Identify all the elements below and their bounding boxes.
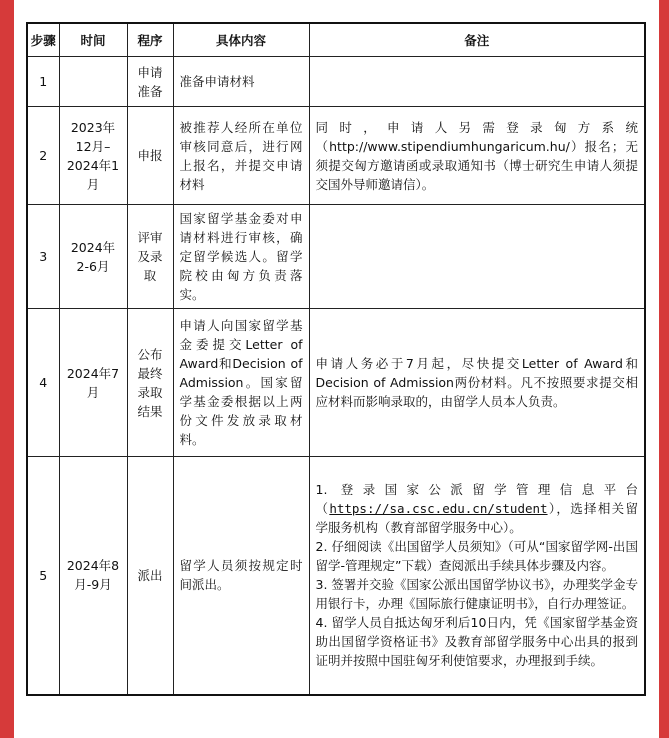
step-cell: 1 bbox=[27, 57, 59, 107]
step-cell: 3 bbox=[27, 205, 59, 309]
remark-cell bbox=[309, 205, 645, 309]
time-cell: 2024年8月-9月 bbox=[59, 457, 127, 695]
procedure-cell: 申报 bbox=[127, 107, 173, 205]
procedure-cell: 公布最终录取结果 bbox=[127, 309, 173, 457]
content-cell: 准备申请材料 bbox=[173, 57, 309, 107]
remark-item: 3. 签署并交验《国家公派出国留学协议书》，办理奖学金专用银行卡，办理《国际旅行健康证明书》，自行办理签证。 bbox=[315, 577, 638, 612]
content-cell: 国家留学基金委对申请材料进行审核，确定留学候选人。留学院校由匈方负责落实。 bbox=[173, 205, 309, 309]
procedure-cell: 申请准备 bbox=[127, 57, 173, 107]
step-cell: 5 bbox=[27, 457, 59, 695]
document-page bbox=[14, 0, 659, 738]
table-row bbox=[27, 107, 645, 205]
procedure-cell: 评审及录取 bbox=[127, 205, 173, 309]
header-remark: 备注 bbox=[309, 23, 645, 57]
remark-item: 1. 登录国家公派留学管理信息平台（https://sa.csc.edu.cn/student），选择相关留学服务机构（教育部留学服务中心）。 bbox=[315, 482, 638, 536]
remark-cell bbox=[309, 457, 645, 695]
remark-cell: 同时，申请人另需登录匈方系统（http://www.stipendiumhungaricum.hu/）报名；无须提交匈方邀请函或录取通知书（博士研究生申请人须提交国外导师邀请信）。 bbox=[309, 107, 645, 205]
step-cell: 4 bbox=[27, 309, 59, 457]
table-row bbox=[27, 57, 645, 107]
content-cell: 申请人向国家留学基金委提交Letter of Award和Decision of Admission。国家留学基金委根据以上两份文件发放录取材料。 bbox=[173, 309, 309, 457]
application-schedule-table bbox=[26, 22, 646, 696]
csc-platform-link[interactable]: https://sa.csc.edu.cn/student bbox=[329, 501, 548, 517]
header-time: 时间 bbox=[59, 23, 127, 57]
time-cell: 2024年2-6月 bbox=[59, 205, 127, 309]
time-cell: 2023年12月–2024年1月 bbox=[59, 107, 127, 205]
table-row bbox=[27, 309, 645, 457]
table-row bbox=[27, 457, 645, 695]
content-cell: 留学人员须按规定时间派出。 bbox=[173, 457, 309, 695]
header-content: 具体内容 bbox=[173, 23, 309, 57]
remark-cell: 申请人务必于7月起，尽快提交Letter of Award和Decision of Admission两份材料。凡不按照要求提交相应材料而影响录取的，由留学人员本人负责。 bbox=[309, 309, 645, 457]
time-cell bbox=[59, 57, 127, 107]
header-step: 步骤 bbox=[27, 23, 59, 57]
content-cell: 被推荐人经所在单位审核同意后，进行网上报名，并提交申请材料 bbox=[173, 107, 309, 205]
procedure-cell: 派出 bbox=[127, 457, 173, 695]
table-row bbox=[27, 205, 645, 309]
header-procedure: 程序 bbox=[127, 23, 173, 57]
remark-cell bbox=[309, 57, 645, 107]
time-cell: 2024年7月 bbox=[59, 309, 127, 457]
remark-item: 2. 仔细阅读《出国留学人员须知》（可从“国家留学网-出国留学-管理规定”下载）查阅派出手续具体步骤及内容。 bbox=[315, 539, 638, 574]
remark-item: 4. 留学人员自抵达匈牙利后10日内，凭《国家留学基金资助出国留学资格证书》及教育部留学服务中心出具的报到证明并按照中国驻匈牙利使馆要求，办理报到手续。 bbox=[315, 615, 638, 669]
step-cell: 2 bbox=[27, 107, 59, 205]
header-row bbox=[27, 23, 645, 57]
